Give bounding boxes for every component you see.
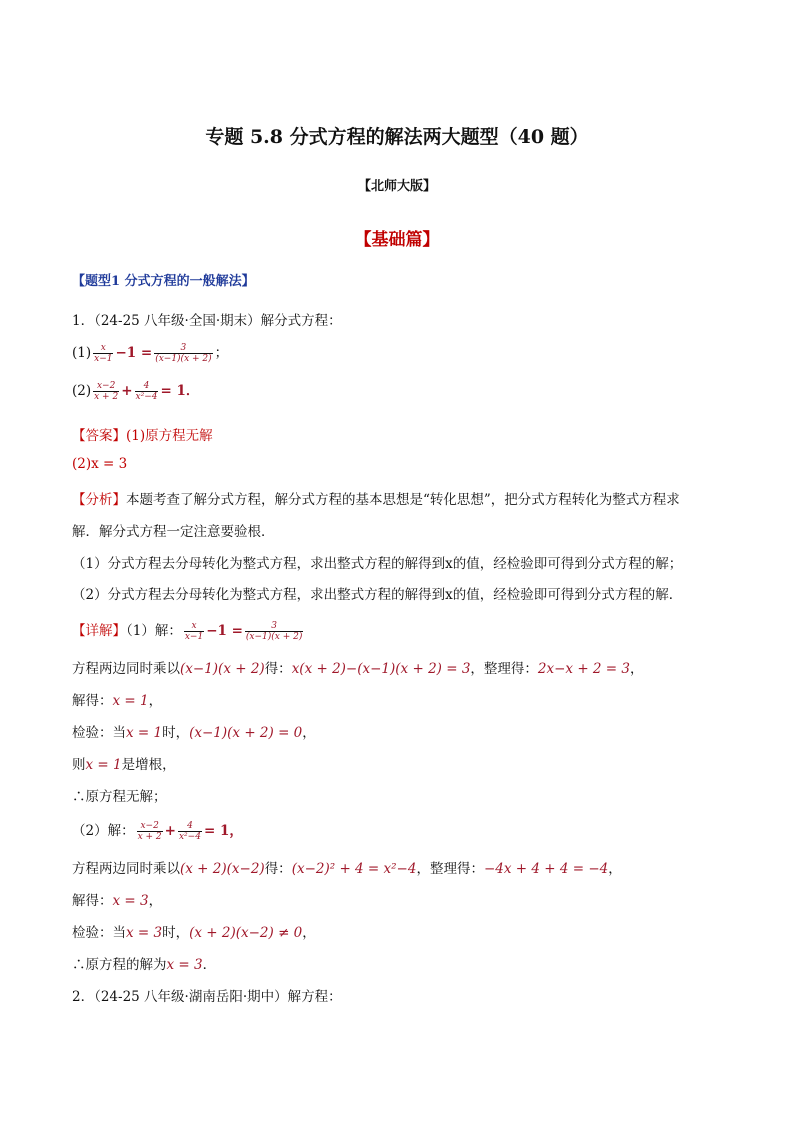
fraction: $\frac{3}{(x-1)(x + 2)}$ bbox=[155, 343, 212, 364]
part-label: (1) bbox=[72, 345, 92, 361]
page-title: 专题 5.8 分式方程的解法两大题型（40 题） bbox=[205, 126, 589, 148]
analysis-point-1: （1）分式方程去分母转化为整式方程，求出整式方程的解得到x的值，经检验即可得到分式方程的解； bbox=[72, 556, 683, 572]
fraction: $\frac{x-2}{x + 2}$ bbox=[137, 821, 162, 842]
detail-2-conclusion: ∴原方程的解为x = 3． bbox=[72, 957, 217, 973]
detail-2-step-1: 方程两边同时乘以(x + 2)(x−2)得：(x−2)² + 4 = x²−4，整理得：−4x + 4 + 4 = −4， bbox=[72, 861, 622, 877]
fraction: $\frac{4}{\text{x²−4}}$ bbox=[135, 381, 158, 402]
edition-label: 【北师大版】 bbox=[357, 179, 436, 194]
answer-line-2: (2)x = 3 bbox=[72, 456, 128, 472]
section-heading: 【基础篇】 bbox=[354, 230, 440, 250]
detail-tag: 【详解】 bbox=[72, 623, 126, 639]
detail-1-step-2: 解得：x = 1， bbox=[72, 693, 163, 709]
fraction: $\frac{x}{x-1}$ bbox=[94, 343, 113, 364]
fraction: $\frac{3}{(x-1)(x + 2)}$ bbox=[245, 621, 303, 642]
answer-tag: 【答案】 bbox=[72, 428, 126, 444]
analysis-line-1: 【分析】本题考查了解分式方程，解分式方程的基本思想是“转化思想”，把分式方程转化为整式方程求 bbox=[72, 492, 680, 508]
question-2-stem: 2．（24-25 八年级·湖南岳阳·期中）解方程： bbox=[72, 989, 342, 1005]
detail-1-step-3: 检验：当x = 1时，(x−1)(x + 2) = 0， bbox=[72, 725, 316, 741]
detail-1-step-4: 则x = 1是增根， bbox=[72, 757, 176, 773]
analysis-tag: 【分析】 bbox=[72, 492, 126, 508]
question-type-heading: 【题型1 分式方程的一般解法】 bbox=[72, 274, 255, 289]
fraction: $\frac{x-2}{x + 2}$ bbox=[94, 381, 119, 402]
fraction: $\frac{4}{\text{x²−4}}$ bbox=[178, 821, 201, 842]
answer-line-1: 【答案】(1)原方程无解 bbox=[72, 428, 213, 444]
detail-part-1-intro: 【详解】（1）解： $\frac{x}{x-1}$ −1 = $\frac{3}{(x-1)(x + 2)}$ bbox=[72, 621, 303, 642]
question-1-stem: 1．（24-25 八年级·全国·期末）解分式方程： bbox=[72, 313, 342, 329]
question-1-part-2: (2) $\frac{x-2}{x + 2}$ + $\frac{4}{\text{x²−4}}$ = 1． bbox=[72, 381, 200, 402]
detail-2-step-2: 解得：x = 3， bbox=[72, 893, 163, 909]
question-1-part-1: (1) $\frac{x}{x-1}$ −1 = $\frac{3}{(x-1)(x + 2)}$ ； bbox=[72, 343, 229, 364]
part-label: (2) bbox=[72, 383, 92, 399]
analysis-point-2: （2）分式方程去分母转化为整式方程，求出整式方程的解得到x的值，经检验即可得到分式方程的解． bbox=[72, 587, 683, 603]
detail-1-step-1: 方程两边同时乘以(x−1)(x + 2)得：x(x + 2)−(x−1)(x + 2) = 3，整理得：2x−x + 2 = 3， bbox=[72, 661, 644, 677]
detail-2-step-3: 检验：当x = 3时，(x + 2)(x−2) ≠ 0， bbox=[72, 925, 316, 941]
detail-1-conclusion: ∴原方程无解； bbox=[72, 789, 167, 805]
detail-part-2-intro: （2）解： $\frac{x-2}{x + 2}$ + $\frac{4}{\text{x²−4}}$ = 1， bbox=[72, 821, 243, 842]
analysis-line-2: 解．解分式方程一定注意要验根． bbox=[72, 524, 275, 540]
fraction: $\frac{x}{x-1}$ bbox=[184, 621, 204, 642]
